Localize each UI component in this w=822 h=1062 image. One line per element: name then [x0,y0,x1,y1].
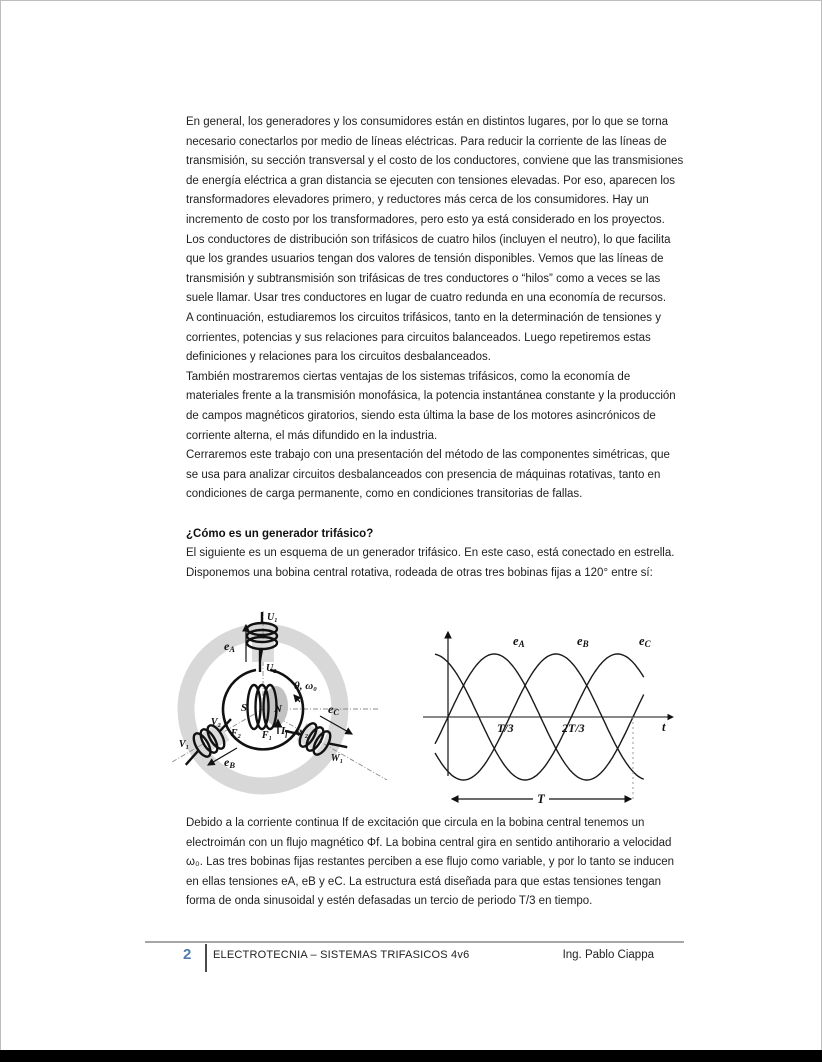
page-number: 2 [183,946,192,963]
terminal-label-w2: W₂ [295,728,309,739]
paragraph: A continuación, estudiaremos los circuitos trifásicos, tanto en la determinación de tensiones y corrientes, potencias y sus relaciones para circuitos balanceados. Luego repetiremos estas definiciones y relaciones para los circuitos desbalanceados. [186,311,661,364]
footer [145,944,684,974]
paragraph: El siguiente es un esquema de un generador trifásico. En este caso, está conectado en estrella. Disponemos una bobina central rotativa, rodeada de otras tres bobinas fijas a 120° entre sí: [186,547,675,580]
bottom-black-bar [0,1050,822,1062]
field-label-f2: F₂ [230,728,242,739]
field-current-label: If [281,725,288,738]
main-text-column [186,113,685,584]
wave-label-eb: eB [577,634,589,649]
generator-diagram-figure [168,608,402,812]
pole-shoe-top [252,641,274,662]
ec-label: eC [328,702,339,717]
terminal-label-u1: U₁ [267,612,278,623]
tick-label-t-third: T/3 [497,721,514,735]
footer-author: Ing. Pablo Ciappa [562,949,654,961]
footer-title: ELECTROTECNIA – SISTEMAS TRIFASICOS 4v6 [213,949,470,961]
terminal-label-v1: V₁ [178,739,190,750]
pole-label-s: S [240,702,247,714]
paragraph: Debido a la corriente continua If de excitación que circula en la bobina central tenemos un electroimán con un flujo magnético Φf. La bobina central gira en sentido antihorario a velocidad ω₀. Las tres bobinas fijas restantes perciben a ese flujo como variable, y por lo tanto se inducen en ellas tensiones eA, eB y eC. La estructura está diseñada para que estas tensiones tengan forma de onda sinusoidal y estén defasadas un tercio de periodo T/3 en tiempo. [186,817,675,908]
ea-label: eA [224,639,235,654]
eb-label: eB [224,755,235,770]
tick-label-2t-third: 2T/3 [562,721,585,735]
theta-omega-label: θ, ω₀ [294,680,317,692]
wave-label-ec: eC [639,634,651,649]
terminal-label-u2: U₂ [266,663,277,674]
footer-separator [205,944,207,972]
pole-label-n: N [274,703,282,715]
waveform-figure [415,618,685,815]
paragraph: Los conductores de distribución son trifásicos de cuatro hilos (incluyen el neutro), lo que facilita que los grandes usuarios tengan dos valores de tensión disponibles. Vemos que las líneas de transmisión y subtransmisión son trifásicas de tres conductores o “hilos” como a veces se las suele llamar. Usar tres conductores en lugar de cuatro redunda en una economía de recursos. [186,233,671,305]
axis-label-t: t [662,720,666,734]
below-figure-text [186,814,685,912]
terminal-label-w1: W₁ [330,753,344,764]
field-label-f1: F₁ [261,730,273,741]
paragraph: También mostraremos ciertas ventajas de los sistemas trifásicos, como la economía de materiales frente a la transmisión monofásica, la potencia instantánea constante y la producción de campos magnéticos giratorios, siendo esta última la base de los motores asincrónicos de corriente alterna, el más difundido en la industria. [186,370,676,442]
terminal-label-v2: V₂ [210,717,222,728]
footer-rule [145,941,684,943]
paragraph: En general, los generadores y los consumidores están en distintos lugares, por lo que se torna necesario conectarlos por medio de líneas eléctricas. Para reducir la corriente de las líneas de transmisión, su sección transversal y el costo de los conductores, conviene que las transmisiones de energía eléctrica a gran distancia se ejecuten con tensiones elevadas. Por eso, aparecen los transformadores elevadores primero, y reductores más cerca de los consumidores. Hay un incremento de costo por los transformadores, pero esto ya está considerado en los proyectos. [186,116,684,226]
section-heading: ¿Cómo es un generador trifásico? [186,527,374,540]
rotation-arrow [294,695,300,702]
wave-label-ea: eA [513,634,525,649]
period-label-T: T [537,792,545,806]
paragraph: Cerraremos este trabajo con una presentación del método de las componentes simétricas, que se usa para analizar circuitos desbalanceados con presencia de máquinas rotativas, tanto en condiciones de carga permanente, como en condiciones transitorias de fallas. [186,449,670,501]
